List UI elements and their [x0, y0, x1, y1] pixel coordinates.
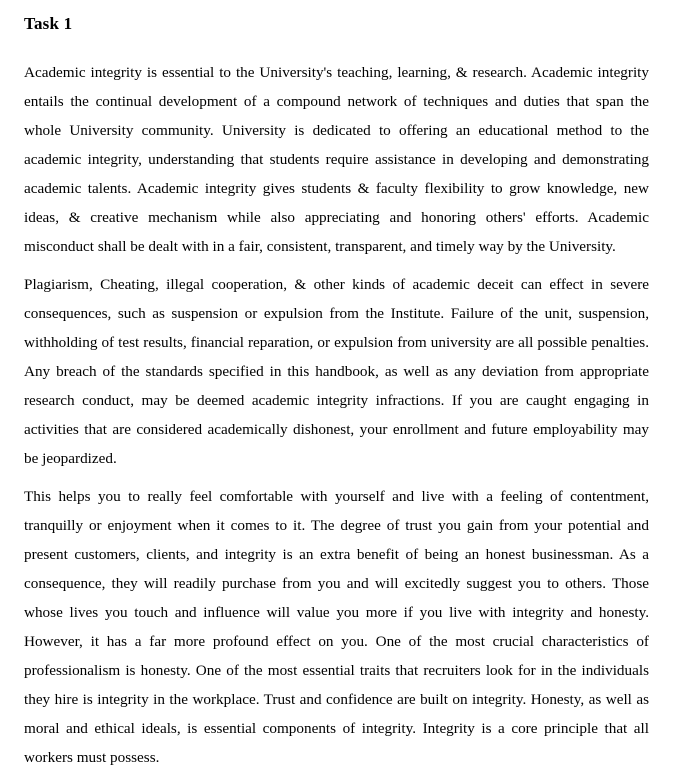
paragraph-2: Plagiarism, Cheating, illegal cooperation, & other kinds of academic deceit can effect in severe consequences, such as suspension or expulsion from the Institute. Failure of the unit, suspension, withholding of test results, financial reparation, or expulsion from university are all possible penalties. Any breach of the standards specified in this handbook, as well as any deviation from appropriate research conduct, may be deemed academic integrity infractions. If you are caught engaging in activities that are considered academically dishonest, your enrollment and future employability may be jeopardized.: [24, 276, 649, 467]
document-body: [24, 58, 649, 772]
page-title: Task 1: [24, 14, 73, 33]
paragraph-1: Academic integrity is essential to the University's teaching, learning, & research. Academic integrity entails the continual development of a compound network of techniques and duties that span the whole University community. University is dedicated to offering an educational method to the academic integrity, understanding that students require assistance in developing and demonstrating academic talents. Academic integrity gives students & faculty flexibility to grow knowledge, new ideas, & creative mechanism while also appreciating and honoring others' efforts. Academic misconduct shall be dealt with in a fair, consistent, transparent, and timely way by the University.: [24, 64, 649, 255]
paragraph-3: This helps you to really feel comfortable with yourself and live with a feeling of contentment, tranquilly or enjoyment when it comes to it. The degree of trust you gain from your potential and present customers, clients, and integrity is an extra benefit of being an honest businessman. As a consequence, they will readily purchase from you and will excitedly suggest you to others. Those whose lives you touch and influence will value you more if you live with integrity and honesty. However, it has a far more profound effect on you. One of the most crucial characteristics of professionalism is honesty. One of the most essential traits that recruiters look for in the individuals they hire is integrity in the workplace. Trust and confidence are built on integrity. Honesty, as well as moral and ethical ideals, is essential components of integrity. Integrity is a core principle that all workers must possess.: [24, 488, 649, 766]
